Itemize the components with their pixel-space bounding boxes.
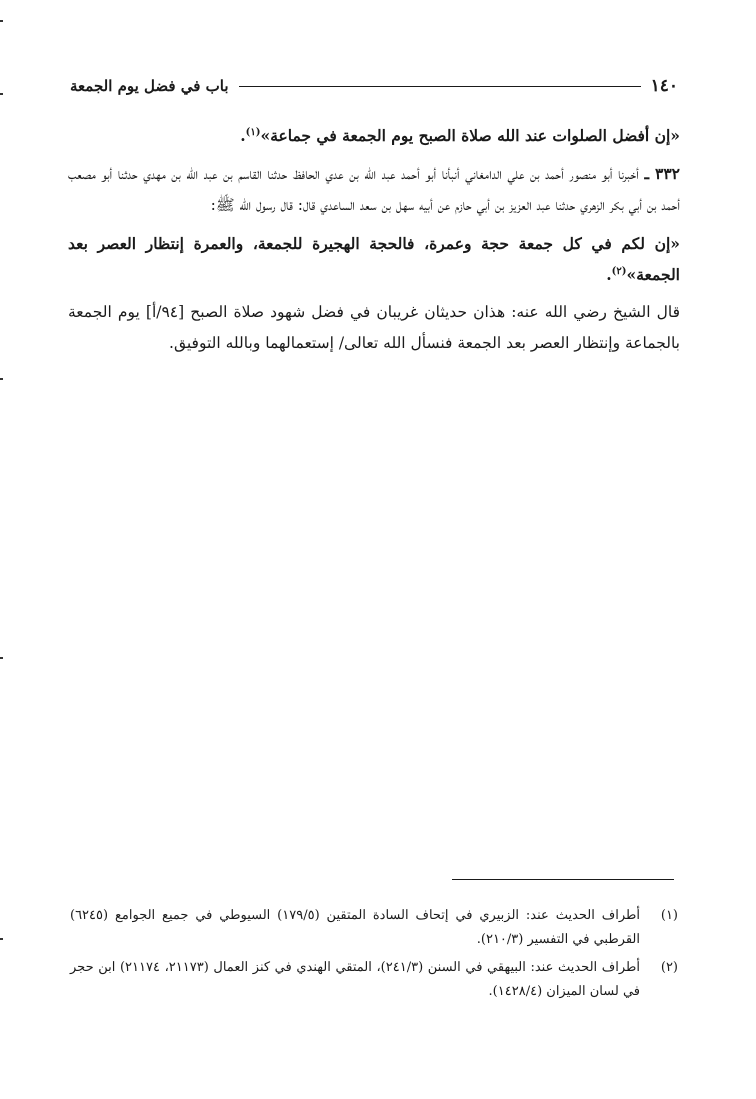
footnote-number: (٢): [660, 960, 678, 975]
running-title: باب في فضل يوم الجمعة: [70, 77, 229, 95]
header-rule: [239, 86, 641, 87]
footnote-separator: [452, 879, 674, 880]
comment-part-1: قال الشيخ رضي الله عنه: هذان حديثان غريبان في فضل شهود صلاة الصبح: [190, 303, 680, 321]
main-text: [68, 120, 680, 359]
hadith-1-text: «إن أفضل الصلوات عند الله صلاة الصبح يوم الجمعة في جماعة»: [260, 126, 680, 145]
page-number: ١٤٠: [650, 76, 678, 96]
scan-margin-mark: [0, 938, 3, 940]
footnote-ref-1[interactable]: (١): [245, 126, 261, 138]
scan-margin-mark: [0, 657, 3, 659]
narration-text: أخبرنا أبو منصور أحمد بن علي الدامغاني أنبأنا أبو أحمد عبد الله بن عدي الحافظ حدثنا القاسم بن عبد الله بن مهدي حدثنا أبو مصعب أحمد بن أبي بكر الزهري حدثنا عبد العزيز بن أبي حازم عن أبيه سهل بن سعد الساعدي قال: قال رسول الله ﷺ:: [68, 165, 680, 214]
running-header: [70, 72, 678, 100]
hadith-1: [68, 120, 680, 151]
comment-part-2: يوم الجمعة بالجماعة وإنتظار العصر بعد الجمعة فنسأل الله تعالى/ إستعمالهما وبالله التوفيق.: [68, 303, 680, 352]
hadith-2-text: «إن لكم في كل جمعة حجة وعمرة، فالحجة الهجيرة للجمعة، والعمرة إنتظار العصر بعد الجمعة»: [68, 234, 680, 284]
footnote-ref-2[interactable]: (٢): [611, 265, 627, 277]
hadith-2: [68, 228, 680, 290]
manuscript-folio-marker: [٩٤/أ]: [145, 303, 185, 321]
narration-number: ٣٣٢ ـ: [644, 164, 681, 183]
narration-332: [68, 158, 680, 221]
hadith-2-end: .: [606, 265, 612, 284]
footnote-2: [70, 956, 678, 1004]
scan-margin-mark: [0, 93, 3, 95]
footnote-number: (١): [660, 908, 678, 923]
author-comment: [68, 297, 680, 359]
footnotes: [70, 904, 678, 1008]
footnote-text: أطراف الحديث عند: البيهقي في السنن (٢٤١/٣)، المتقي الهندي في كنز العمال (٢١١٧٣، ٢١١٧٤) ابن حجر في لسان الميزان (١٤٢٨/٤).: [70, 960, 640, 999]
scan-margin-mark: [0, 20, 3, 22]
hadith-1-end: .: [240, 126, 246, 145]
footnote-text: أطراف الحديث عند: الزبيري في إتحاف السادة المتقين (١٧٩/٥) السيوطي في جميع الجوامع (٦٢٤٥) القرطبي في التفسير (٢١٠/٣).: [70, 908, 640, 947]
scan-margin-mark: [0, 378, 3, 380]
footnote-1: [70, 904, 678, 952]
